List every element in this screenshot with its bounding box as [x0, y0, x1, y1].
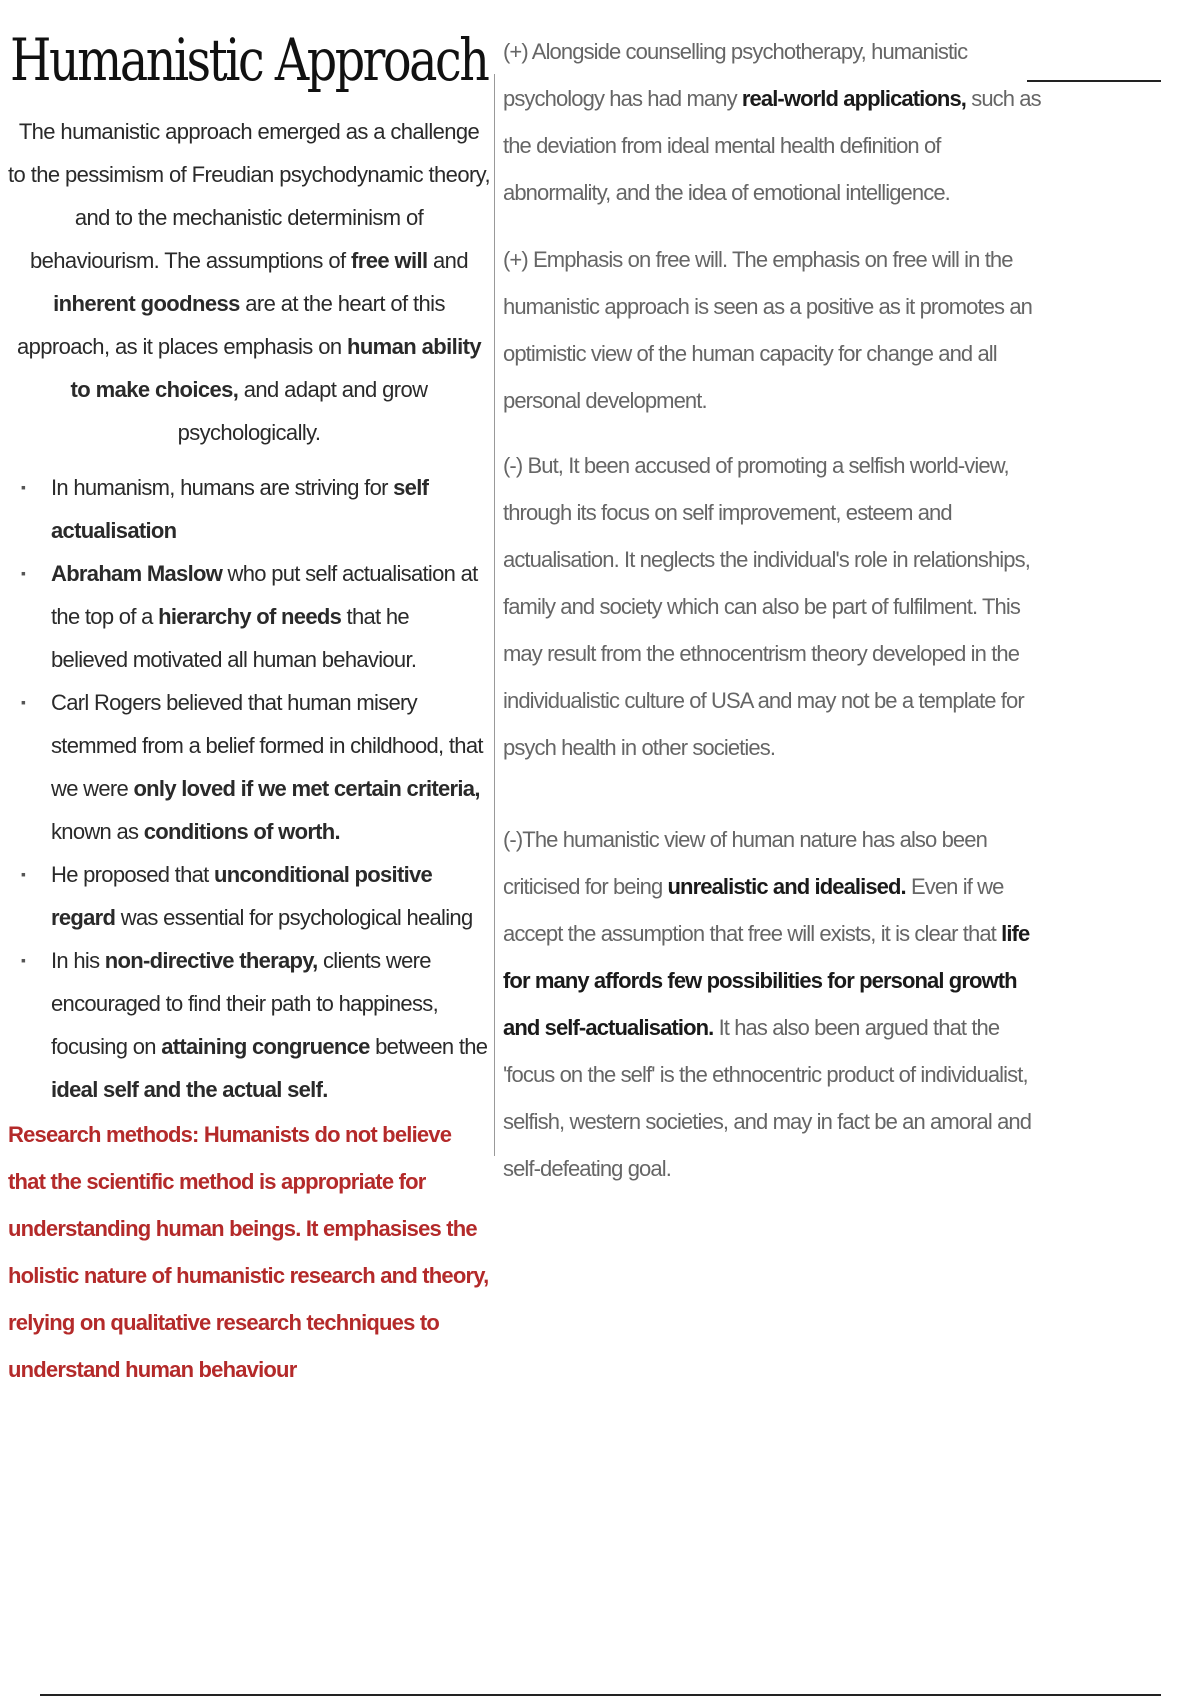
- intro-paragraph: The humanistic approach emerged as a challenge to the pessimism of Freudian psychodynamic theory, and to the mechanistic determinism of behaviourism. The assumptions of free will and inherent goodness are at the heart of this approach, as it places emphasis on human ability to make choices, and adapt and grow psychologically.: [8, 119, 490, 445]
- page-title: Humanistic Approach: [10, 26, 488, 94]
- evaluation-point: (+) Emphasis on free will. The emphasis on free will in the humanistic approach is seen as a positive as it promotes an optimistic view of the human capacity for change and all personal development.: [503, 247, 1032, 413]
- evaluation-point: (-) But, It been accused of promoting a selfish world-view, through its focus on self improvement, esteem and actualisation. It neglects the individual's role in relationships, family and society which can also be part of fulfilment. This may result from the ethnocentrism theory developed in the individualistic culture of USA and may not be a template for psych health in other societies.: [503, 453, 1030, 760]
- list-item: ▪ He proposed that unconditional positive regard was essential for psychological healing: [8, 853, 490, 939]
- bottom-divider-line: [40, 1694, 1161, 1696]
- bullet-icon: ▪: [21, 694, 26, 710]
- bullet-icon: ▪: [21, 479, 26, 495]
- research-methods-note: Research methods: Humanists do not believe that the scientific method is appropriate for understanding human beings. It emphasises the holistic nature of humanistic research and theory, relying on qualitative research techniques to understand human behaviour: [8, 1122, 489, 1382]
- key-points-list: [8, 466, 490, 1111]
- list-item: ▪ Carl Rogers believed that human misery stemmed from a belief formed in childhood, that we were only loved if we met certain criteria, known as conditions of worth.: [8, 681, 490, 853]
- evaluation-point: (-)The humanistic view of human nature has also been criticised for being unrealistic and idealised. Even if we accept the assumption that free will exists, it is clear that life for many affords few possibilities for personal growth and self-actualisation. It has also been argued that the 'focus on the self' is the ethnocentric product of individualist, selfish, western societies, and may in fact be an amoral and self-defeating goal.: [503, 827, 1032, 1181]
- column-divider: [494, 74, 495, 1156]
- bullet-icon: ▪: [21, 952, 26, 968]
- list-item: ▪ Abraham Maslow who put self actualisation at the top of a hierarchy of needs that he believed motivated all human behaviour.: [8, 552, 490, 681]
- left-column: [8, 110, 490, 1393]
- evaluation-column: [503, 28, 1043, 1192]
- bullet-icon: ▪: [21, 565, 26, 581]
- bullet-icon: ▪: [21, 866, 26, 882]
- list-item: ▪ In his non-directive therapy, clients were encouraged to find their path to happiness, focusing on attaining congruence between the ideal self and the actual self.: [8, 939, 490, 1111]
- top-divider-line: [1027, 80, 1161, 82]
- evaluation-point: (+) Alongside counselling psychotherapy, humanistic psychology has had many real-world applications, such as the deviation from ideal mental health definition of abnormality, and the idea of emotional intelligence.: [503, 39, 1041, 205]
- list-item: ▪ In humanism, humans are striving for self actualisation: [8, 466, 490, 552]
